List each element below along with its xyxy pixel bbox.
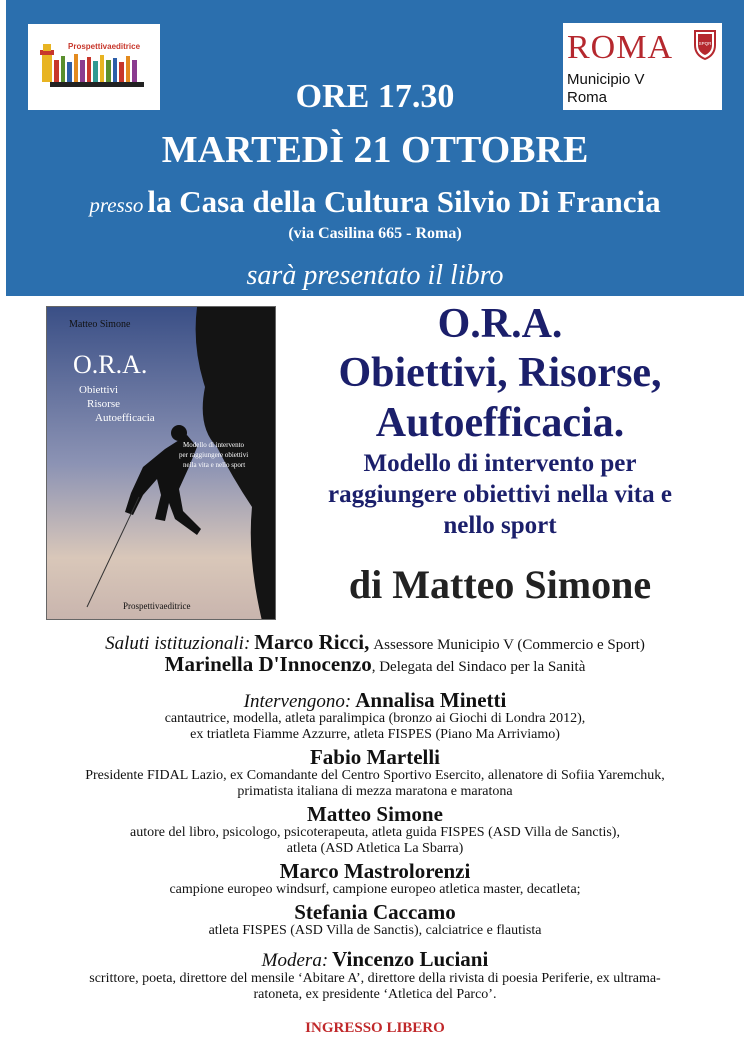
free-entry: INGRESSO LIBERO <box>305 1020 445 1036</box>
cover-title: O.R.A. <box>73 350 148 379</box>
shield-icon <box>693 29 717 61</box>
speaker-1-desc-1: cantautrice, modella, atleta paralimpica (bronzo ai Giochi di Londra 2012), <box>164 711 586 726</box>
book-title: O.R.A. <box>437 301 563 347</box>
speaker-3-desc-2: atleta (ASD Atletica La Sbarra) <box>286 841 464 856</box>
cover-sub2: Risorse <box>87 398 120 410</box>
book-author: di Matteo Simone <box>348 562 652 607</box>
speaker-2-name: Fabio Martelli <box>309 745 441 769</box>
greetings-person-2: Marinella D'Innocenzo <box>164 652 372 676</box>
book-cover-image <box>47 307 276 620</box>
cover-sub1: Obiettivi <box>79 384 119 396</box>
greetings-label: Saluti istituzionali: <box>105 633 251 654</box>
greetings-role-2: , Delegata del Sindaco per la Sanità <box>371 659 586 675</box>
book-title-block <box>280 300 720 611</box>
speaker-4-desc-1: campione europeo windsurf, campione europeo atletica master, decatleta; <box>169 882 581 897</box>
cover-publisher: Prospettivaeditrice <box>123 601 191 611</box>
venue-name: la Casa della Cultura Silvio Di Francia <box>147 184 661 219</box>
event-date: MARTEDÌ 21 OTTOBRE <box>161 129 589 171</box>
intro-text: sarà presentato il libro <box>246 260 504 291</box>
speaker-3-desc-1: autore del libro, psicologo, psicoterapeuta, atleta guida FISPES (ASD Villa de Sanctis), <box>130 825 620 840</box>
event-address: (via Casilina 665 - Roma) <box>288 225 462 242</box>
publisher-name: Prospettivaeditrice <box>68 42 141 51</box>
speaker-3-name: Matteo Simone <box>307 802 443 826</box>
book-desc-1: Modello di intervento per <box>363 450 637 477</box>
speaker-2-desc-1: Presidente FIDAL Lazio, ex Comandante del Centro Sportivo Esercito, allenatore di Sofiia Yaremchuk, <box>85 768 665 783</box>
speakers-label: Intervengono: <box>243 691 352 712</box>
event-time: ORE 17.30 <box>295 78 455 115</box>
speaker-5-name: Stefania Caccamo <box>294 900 456 924</box>
venue-prefix: presso <box>89 193 144 217</box>
municipio-city: Roma <box>567 89 608 106</box>
moderator-desc-1: scrittore, poeta, direttore del mensile ‘Abitare A’, direttore della rivista di poesia Periferie, ex ultrama- <box>89 971 661 986</box>
book-desc-3: nello sport <box>443 512 557 539</box>
speaker-1-line <box>0 688 750 713</box>
book-subtitle-2: Autoefficacia. <box>375 400 625 446</box>
cover-desc2: per raggiungere obiettivi <box>179 451 249 459</box>
moderator-line <box>0 947 750 972</box>
speaker-5-desc-1: atleta FISPES (ASD Villa de Sanctis), calciatrice e flautista <box>208 923 542 938</box>
speaker-4-name: Marco Mastrolorenzi <box>279 859 471 883</box>
book-cover <box>46 306 276 620</box>
cover-author: Matteo Simone <box>69 319 131 330</box>
moderator-label: Modera: <box>261 950 329 971</box>
moderator-desc-2: ratoneta, ex presidente ‘Atletica del Parco’. <box>253 987 497 1002</box>
book-desc-2: raggiungere obiettivi nella vita e <box>328 481 672 508</box>
event-venue <box>0 184 750 220</box>
speaker-1-desc-2: ex triatleta Fiamme Azzurre, atleta FISPES (Piano Ma Arriviamo) <box>190 727 560 742</box>
shield-text: SPQR <box>698 41 712 46</box>
municipio-label: Municipio V <box>567 71 645 88</box>
book-subtitle-1: Obiettivi, Risorse, <box>338 350 662 396</box>
greetings-role-1: Assessore Municipio V (Commercio e Sport) <box>373 637 645 653</box>
cover-desc1: Modello di intervento <box>183 441 245 449</box>
cover-sub3: Autoefficacia <box>95 412 155 424</box>
roma-wordmark: ROMA <box>567 29 674 66</box>
speaker-2-desc-2: primatista italiana di mezza maratona e maratona <box>237 784 513 799</box>
cover-desc3: nella vita e nello sport <box>183 461 246 469</box>
moderator-name: Vincenzo Luciani <box>332 947 489 971</box>
greetings-person-1: Marco Ricci, <box>254 630 370 654</box>
greetings-line-2 <box>0 652 750 677</box>
speaker-1-name: Annalisa Minetti <box>355 688 507 712</box>
